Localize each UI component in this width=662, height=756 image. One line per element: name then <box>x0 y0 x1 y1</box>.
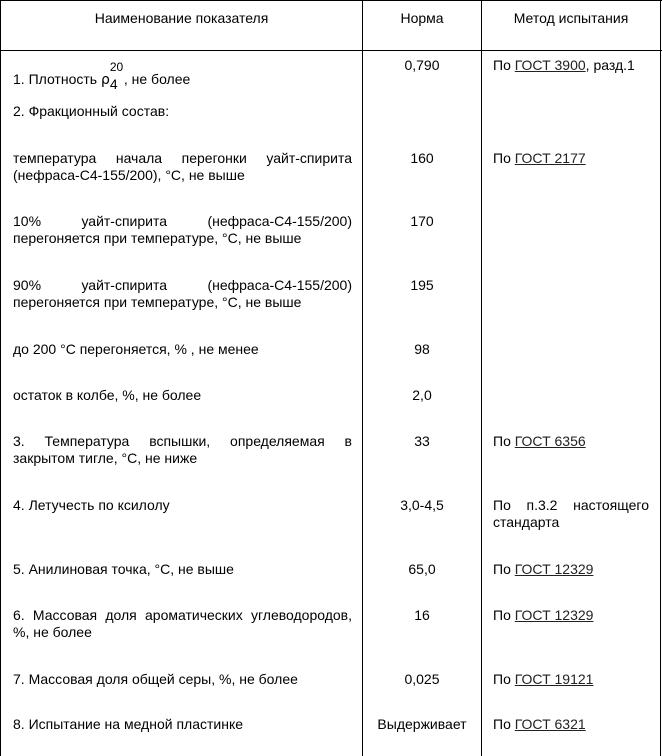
table-row-aniline-norm: 65,0 <box>408 561 436 577</box>
table-border-left <box>0 0 1 756</box>
table-border-right <box>660 0 661 756</box>
table-row-10pct-indicator: 10% уайт-спирита (нефраса-С4-155/200) перегоняется при температуре, °С, не выше <box>13 213 352 246</box>
table-row-initial-boiling-norm: 160 <box>410 150 434 166</box>
table-row-flash-point-method: По ГОСТ 6356 <box>493 433 586 449</box>
table-row-copper-method: По ГОСТ 6321 <box>493 716 586 732</box>
table-row-200c-norm: 98 <box>414 341 430 357</box>
gost-link[interactable]: ГОСТ 6356 <box>514 433 586 449</box>
density-index <box>109 60 124 92</box>
table-row-sulfur-indicator: 7. Массовая доля общей серы, %, не более <box>13 671 298 687</box>
table-row-10pct-norm: 170 <box>410 213 434 229</box>
table-row-aniline-indicator: 5. Анилиновая точка, °С, не выше <box>13 561 234 577</box>
table-row-volatility-method: По п.3.2 настоящего стандарта <box>493 497 649 530</box>
table-row-copper-norm: Выдерживает <box>377 716 467 732</box>
table-row-90pct-indicator: 90% уайт-спирита (нефраса-С4-155/200) перегоняется при температуре, °С, не выше <box>13 277 352 310</box>
column-divider-1 <box>362 0 363 756</box>
gost-link[interactable]: ГОСТ 19121 <box>514 671 594 687</box>
table-row-density-method: По ГОСТ 3900, разд.1 <box>493 57 635 73</box>
table-row-sulfur-method: По ГОСТ 19121 <box>493 671 594 687</box>
gost-link[interactable]: ГОСТ 12329 <box>514 607 594 623</box>
header-indicator: Наименование показателя <box>94 10 269 26</box>
gost-link[interactable]: ГОСТ 2177 <box>514 150 586 166</box>
header-method: Метод испытания <box>513 10 629 26</box>
table-border-top <box>0 0 662 1</box>
table-row-initial-boiling-indicator: температура начала перегонки уайт-спирита (нефраса-С4-155/200), °С, не выше <box>13 150 352 183</box>
indicator-text-tail: , не более <box>123 71 191 87</box>
gost-link[interactable]: ГОСТ 6321 <box>514 716 586 732</box>
subscript: 4 <box>109 76 118 92</box>
gost-link[interactable]: ГОСТ 12329 <box>514 561 594 577</box>
header-norm: Норма <box>400 10 444 26</box>
table-row-90pct-norm: 195 <box>410 277 434 293</box>
table-row-residue-norm: 2,0 <box>412 387 432 403</box>
table-row-volatility-norm: 3,0-4,5 <box>400 497 444 513</box>
table-row-aromatics-indicator: 6. Массовая доля ароматических углеводородов, %, не более <box>13 607 352 640</box>
table-row-sulfur-norm: 0,025 <box>404 671 440 687</box>
superscript: 20 <box>109 60 124 74</box>
table-row-aromatics-norm: 16 <box>414 607 430 623</box>
rho-symbol: ρ <box>100 72 110 88</box>
table-row-flash-point-norm: 33 <box>414 433 430 449</box>
table-row-initial-boiling-method: По ГОСТ 2177 <box>493 150 586 166</box>
table-row-aromatics-method: По ГОСТ 12329 <box>493 607 594 623</box>
table-row-aniline-method: По ГОСТ 12329 <box>493 561 594 577</box>
table-row-flash-point-indicator: 3. Температура вспышки, определяемая в закрытом тигле, °С, не ниже <box>13 433 352 466</box>
table-row-density-norm: 0,790 <box>404 57 440 73</box>
table-row-residue-indicator: остаток в колбе, %, не более <box>13 387 202 403</box>
indicator-text: 1. Плотность <box>13 71 101 87</box>
table-row-density-indicator <box>13 60 353 92</box>
table-row-copper-indicator: 8. Испытание на медной пластинке <box>13 716 244 732</box>
table-row-fractional-heading: 2. Фракционный состав: <box>13 103 170 119</box>
table-row-volatility-indicator: 4. Летучесть по ксилолу <box>13 497 170 513</box>
column-divider-2 <box>481 0 482 756</box>
header-divider <box>0 50 662 51</box>
gost-link[interactable]: ГОСТ 3900 <box>514 57 586 73</box>
table-row-200c-indicator: до 200 °С перегоняется, % , не менее <box>13 341 259 357</box>
